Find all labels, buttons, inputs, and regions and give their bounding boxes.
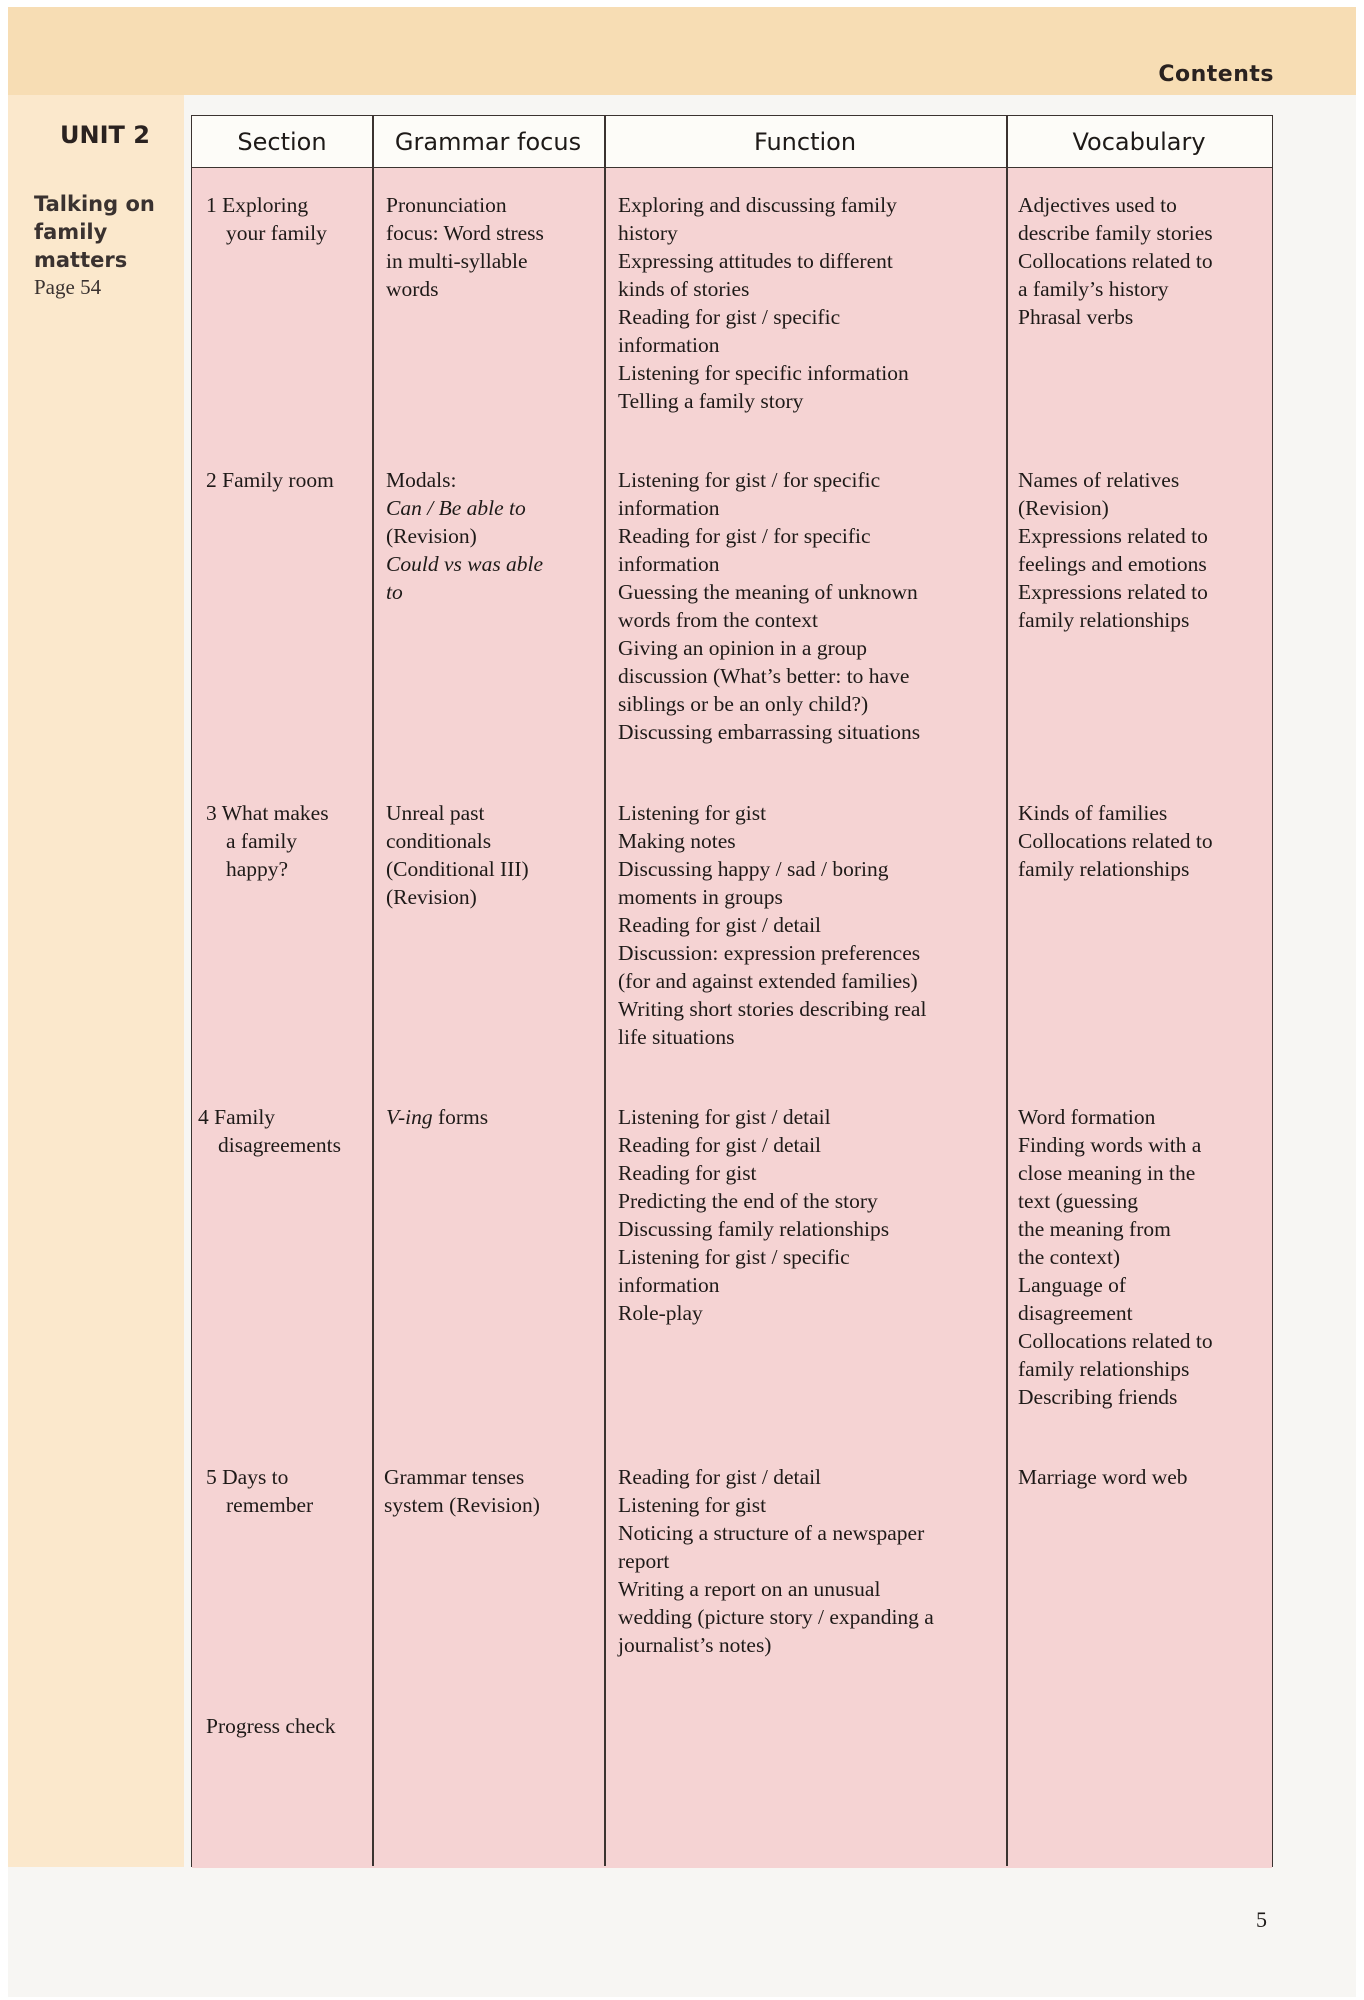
row-2-grammar	[386, 466, 598, 606]
text-line: Expressions related to	[1018, 524, 1208, 548]
text-line: disagreements	[218, 1133, 341, 1157]
text-line: Finding words with a	[1018, 1133, 1202, 1157]
text-line: Describing friends	[1018, 1385, 1178, 1409]
text-line: Writing a report on an unusual	[618, 1577, 881, 1601]
text-line: kinds of stories	[618, 277, 750, 301]
text-line: (Revision)	[1018, 496, 1109, 520]
text-line: Discussing embarrassing situations	[618, 720, 921, 744]
text-line: Language of	[1018, 1273, 1127, 1297]
text-line: Adjectives used to	[1018, 193, 1177, 217]
text-line: the context)	[1018, 1245, 1121, 1269]
text-line: feelings and emotions	[1018, 552, 1207, 576]
text-line: journalist’s notes)	[618, 1633, 772, 1657]
text-line: Giving an opinion in a group	[618, 636, 868, 660]
text-line: Predicting the end of the story	[618, 1189, 878, 1213]
row-1-function	[618, 191, 1002, 415]
row-2-vocabulary	[1018, 466, 1268, 634]
text-line: Kinds of families	[1018, 801, 1168, 825]
text-line: your family	[226, 221, 327, 245]
text-line: forms	[432, 1105, 489, 1129]
column-divider	[604, 116, 606, 1866]
text-line: Marriage word web	[1018, 1465, 1188, 1489]
text-line: (Revision)	[386, 524, 477, 548]
header-grammar-focus: Grammar focus	[394, 128, 582, 156]
text-line: text (guessing	[1018, 1189, 1139, 1213]
text-line: information	[618, 333, 720, 357]
header-band	[8, 7, 1356, 95]
header-section: Section	[237, 128, 327, 156]
text-line: Reading for gist / specific	[618, 305, 841, 329]
row-1-vocabulary	[1018, 191, 1268, 331]
text-line: siblings or be an only child?)	[618, 692, 869, 716]
text-line: close meaning in the	[1018, 1161, 1196, 1185]
text-line: Making notes	[618, 829, 736, 853]
text-line: Collocations related to	[1018, 829, 1213, 853]
text-line: Could vs was able	[386, 552, 544, 576]
text-line: Reading for gist	[618, 1161, 757, 1185]
row-1-grammar	[386, 191, 598, 303]
text-line: Reading for gist / detail	[618, 1133, 822, 1157]
text-line: information	[618, 1273, 720, 1297]
text-line: in multi-syllable	[386, 249, 528, 273]
text-line: Phrasal verbs	[1018, 305, 1134, 329]
text-line: Exploring and discussing family	[618, 193, 897, 217]
text-line: Listening for gist / for specific	[618, 468, 881, 492]
text-line: Expressing attitudes to different	[618, 249, 893, 273]
text-line: moments in groups	[618, 885, 783, 909]
column-divider	[372, 116, 374, 1866]
text-line: Word formation	[1018, 1105, 1156, 1129]
text-line: 1 Exploring	[206, 193, 309, 217]
unit-title-line: Talking on	[34, 192, 155, 216]
text-line: Noticing a structure of a newspaper	[618, 1521, 925, 1545]
text-line: Reading for gist / detail	[618, 913, 822, 937]
row-5-function	[618, 1463, 1002, 1659]
text-line: 5 Days to	[206, 1465, 289, 1489]
text-line: family relationships	[1018, 857, 1190, 881]
text-line: happy?	[226, 857, 289, 881]
text-line: to	[386, 580, 403, 604]
text-line: Reading for gist / detail	[618, 1465, 822, 1489]
text-line: 3 What makes	[206, 801, 329, 825]
text-line: Writing short stories describing real	[618, 997, 927, 1021]
unit-title-line: matters	[34, 248, 128, 272]
text-line: Reading for gist / for specific	[618, 524, 871, 548]
text-line: Unreal past	[386, 801, 485, 825]
text-line: wedding (picture story / expanding a	[618, 1605, 934, 1629]
row-4-function	[618, 1103, 1002, 1327]
header-vocabulary: Vocabulary	[1072, 128, 1206, 156]
text-line: Discussing happy / sad / boring	[618, 857, 889, 881]
text-line: Listening for gist	[618, 801, 767, 825]
text-line: Listening for gist / detail	[618, 1105, 831, 1129]
row-5-grammar	[384, 1463, 598, 1519]
row-3-function	[618, 799, 1002, 1051]
text-line: words from the context	[618, 608, 819, 632]
text-line: (for and against extended families)	[618, 969, 918, 993]
text-line: life situations	[618, 1025, 735, 1049]
row-4-vocabulary	[1018, 1103, 1268, 1411]
text-line: Listening for gist / specific	[618, 1245, 850, 1269]
text-line: Grammar tenses	[384, 1465, 525, 1489]
row-5-vocabulary	[1018, 1463, 1268, 1491]
progress-check: Progress check	[206, 1714, 336, 1738]
text-line: 4 Family	[198, 1105, 276, 1129]
row-3-section	[206, 799, 370, 883]
unit-sidebar	[8, 95, 184, 1867]
text-line: Role-play	[618, 1301, 703, 1325]
unit-label: UNIT 2	[60, 121, 150, 149]
text-line: (Revision)	[386, 885, 477, 909]
row-5-section	[206, 1463, 370, 1519]
page	[8, 7, 1356, 1997]
column-divider	[1006, 116, 1008, 1866]
row-2-function	[618, 466, 1002, 746]
text-line: Discussion: expression preferences	[618, 941, 921, 965]
text-line: report	[618, 1549, 670, 1573]
text-line: system (Revision)	[384, 1493, 540, 1517]
text-line: Pronunciation	[386, 193, 507, 217]
unit-page-ref: Page 54	[34, 275, 102, 299]
text-line: information	[618, 552, 720, 576]
unit-title	[34, 190, 184, 274]
text-line: Collocations related to	[1018, 1329, 1213, 1353]
row-3-vocabulary	[1018, 799, 1268, 883]
text-line: history	[618, 221, 678, 245]
text-line: Expressions related to	[1018, 580, 1208, 604]
text-line: 2 Family room	[206, 468, 334, 492]
text-line: family relationships	[1018, 608, 1190, 632]
unit-title-line: family	[34, 220, 108, 244]
text-line: Discussing family relationships	[618, 1217, 890, 1241]
contents-label: Contents	[1158, 62, 1274, 87]
text-line: Modals:	[386, 468, 457, 492]
text-line: Guessing the meaning of unknown	[618, 580, 918, 604]
table-header	[192, 116, 1272, 168]
text-line: family relationships	[1018, 1357, 1190, 1381]
text-line: Names of relatives	[1018, 468, 1180, 492]
header-function: Function	[753, 128, 857, 156]
text-line: Telling a family story	[618, 389, 804, 413]
text-line: Listening for specific information	[618, 361, 909, 385]
text-line: a family	[226, 829, 298, 853]
row-4-grammar	[386, 1103, 598, 1131]
text-line: focus: Word stress	[386, 221, 544, 245]
text-line: Collocations related to	[1018, 249, 1213, 273]
contents-table	[191, 115, 1273, 1867]
text-line: words	[386, 277, 439, 301]
text-line: remember	[226, 1493, 314, 1517]
text-line: disagreement	[1018, 1301, 1133, 1325]
text-line: Listening for gist	[618, 1493, 767, 1517]
text-line: conditionals	[386, 829, 492, 853]
text-line: Can / Be able to	[386, 496, 526, 520]
text-italic: V-ing	[386, 1105, 433, 1129]
text-line: information	[618, 496, 720, 520]
text-line: the meaning from	[1018, 1217, 1171, 1241]
page-number: 5	[1256, 1907, 1267, 1932]
row-3-grammar	[386, 799, 598, 911]
text-line: a family’s history	[1018, 277, 1169, 301]
row-1-section	[206, 191, 370, 247]
text-line: (Conditional III)	[386, 857, 529, 881]
row-4-section	[198, 1103, 370, 1159]
text-line: describe family stories	[1018, 221, 1213, 245]
row-2-section	[206, 466, 370, 494]
text-line: discussion (What’s better: to have	[618, 664, 910, 688]
